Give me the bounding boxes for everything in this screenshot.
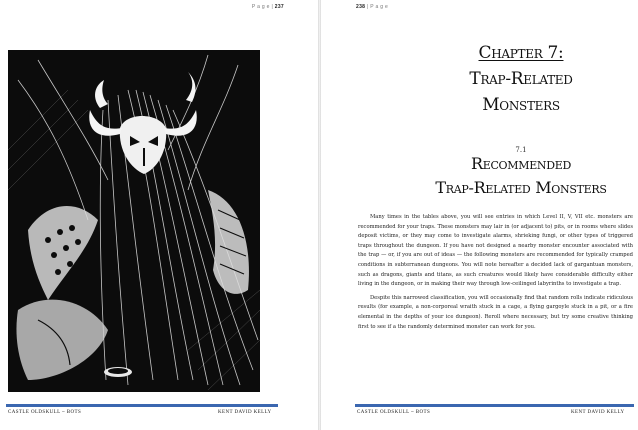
body-paragraph-1: Many times in the tables above, you will see entries in which Level II, V, VII etc. monsters are recommended for your traps. These monsters may lair in (or adjacent to) pits, or in rooms where slides deposit victims, or they may come to investigate alarms, shrieking fungi, or other types of triggered traps throughout the dungeon. If you have not designed a nearby monster encounter associated with the trap — or, if you are out of ideas — the following monsters are recommended for typically cramped conditions in subterranean dungeons. You will note hereafter a decided lack of gargantuan monsters, such as dragons, giants and titans, as such creatures would likely have considerable difficulty either living in the dungeon, or in making their way through low-ceilinged labyrinths to investigate a trap. (358, 214, 633, 288)
right-page-number: 238 | P a g e (356, 4, 389, 10)
section-title (391, 152, 638, 200)
left-footer-book-title: CASTLE OLDSKULL ~ BOTS (8, 410, 82, 415)
left-page-label: P a g e (251, 4, 270, 10)
left-page-number-value: 237 (274, 4, 284, 10)
right-footer-bar (355, 404, 634, 407)
right-footer-book-title: CASTLE OLDSKULL ~ BOTS (357, 410, 431, 415)
chapter-title-line-3: Monsters (482, 95, 560, 115)
monster-illustration-icon (8, 50, 260, 392)
monster-illustration (8, 50, 260, 392)
section-title-line-1: Recommended (470, 154, 572, 173)
left-footer-bar (6, 404, 278, 407)
section-title-line-2: Trap-Related Monsters (435, 178, 607, 197)
chapter-title-line-1: Chapter 7: (478, 43, 564, 63)
body-paragraph-2: Despite this narrowed classification, you will occasionally find that random rolls indicate ridiculous results (for example, a non-corporeal wraith stuck in a cage, a flying gargoyle stuck in a pit, or a fire elemental in the depths of your ice dungeon). Reroll where necessary, but try some creative thinking first to see if a the randomly determined monster can work for you. (358, 294, 633, 330)
chapter-title-line-2: Trap-Related (469, 69, 573, 89)
section-number: 7.1 (515, 146, 527, 154)
left-page-number: P a g e | 237 (251, 4, 284, 10)
chapter-title (411, 40, 631, 118)
body-text (358, 213, 633, 336)
left-footer-author: KENT DAVID KELLY (218, 410, 272, 415)
right-page-number-value: 238 (356, 4, 366, 10)
left-page (0, 0, 318, 430)
right-footer-author: KENT DAVID KELLY (571, 410, 625, 415)
right-page (321, 0, 638, 430)
right-page-label: P a g e (370, 4, 389, 10)
